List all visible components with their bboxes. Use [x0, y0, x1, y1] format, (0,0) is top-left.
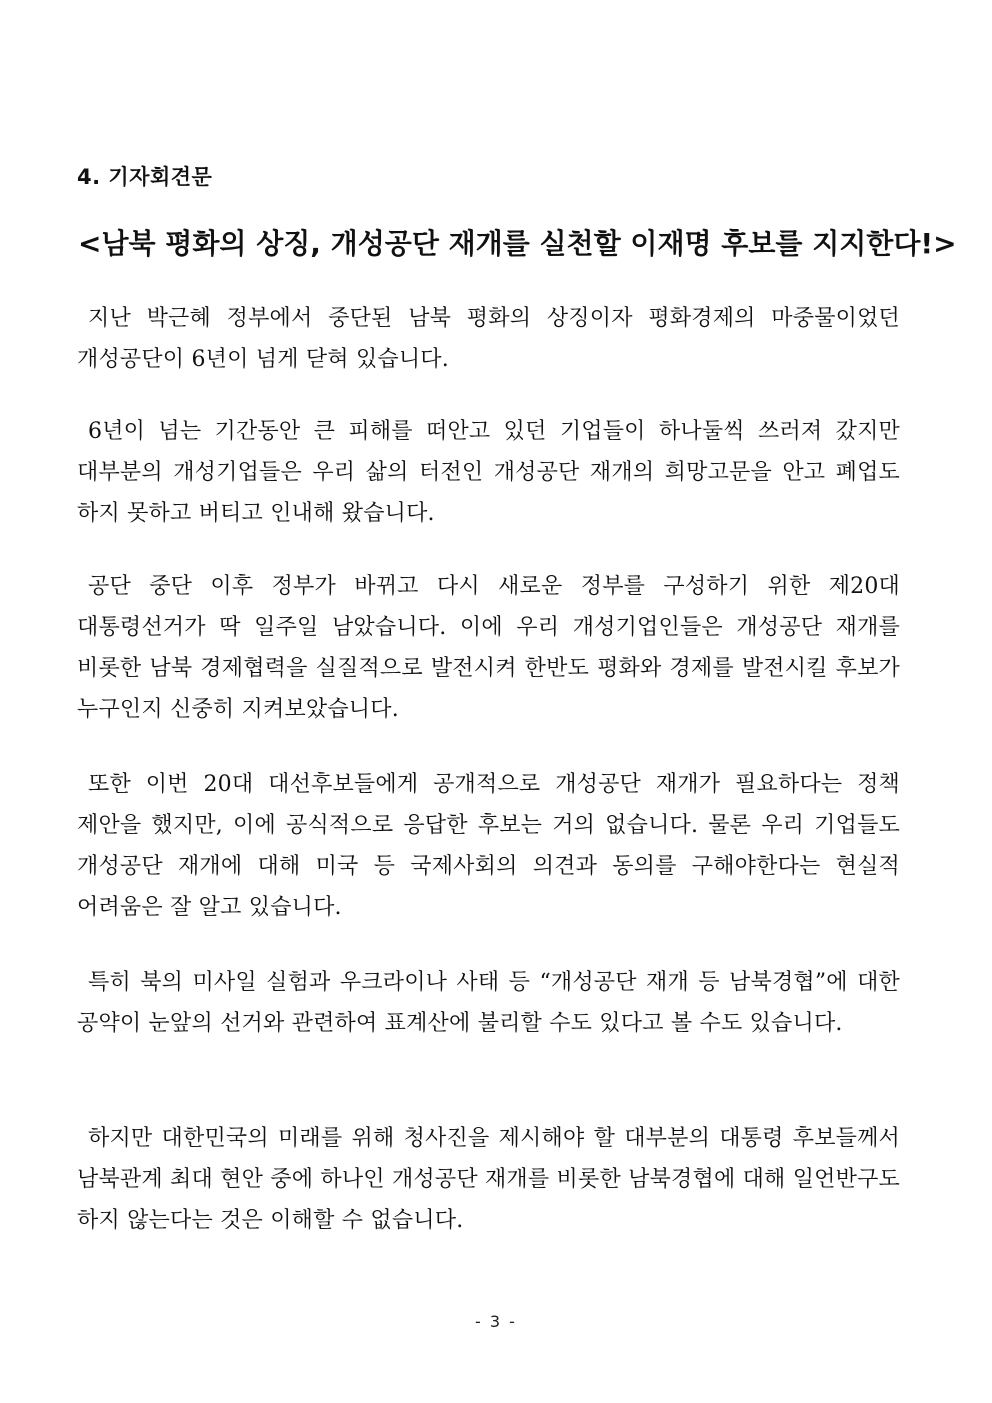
- body-paragraph: 하지만 대한민국의 미래를 위해 청사진을 제시해야 할 대부분의 대통령 후보들께서 남북관계 최대 현안 중에 하나인 개성공단 재개를 비롯한 남북경협에 대해 일언반구도 하지 않는다는 것은 이해할 수 없습니다.: [77, 1126, 900, 1233]
- body-paragraph: 공단 중단 이후 정부가 바뀌고 다시 새로운 정부를 구성하기 위한 제20대 대통령선거가 딱 일주일 남았습니다. 이에 우리 개성기업인들은 개성공단 재개를 비롯한 남북 경제협력을 실질적으로 발전시켜 한반도 평화와 경제를 발전시킬 후보가 누구인지 신중히 지켜보았습니다.: [77, 574, 900, 722]
- body-paragraph: 특히 북의 미사일 실험과 우크라이나 사태 등 “개성공단 재개 등 남북경협”에 대한 공약이 눈앞의 선거와 관련하여 표계산에 불리할 수도 있다고 볼 수도 있습니다.: [77, 970, 900, 1036]
- page-number: - 3 -: [475, 1312, 517, 1331]
- body-paragraph: 또한 이번 20대 대선후보들에게 공개적으로 개성공단 재개가 필요하다는 정책 제안을 했지만, 이에 공식적으로 응답한 후보는 거의 없습니다. 물론 우리 기업들도 개성공단 재개에 대해 미국 등 국제사회의 의견과 동의를 구해야한다는 현실적 어려움은 잘 알고 있습니다.: [77, 772, 900, 920]
- body-paragraph: 6년이 넘는 기간동안 큰 피해를 떠안고 있던 기업들이 하나둘씩 쓰러져 갔지만 대부분의 개성기업들은 우리 삶의 터전인 개성공단 재개의 희망고문을 안고 폐업도 하지 못하고 버티고 인내해 왔습니다.: [77, 419, 900, 526]
- document-title: <남북 평화의 상징, 개성공단 재개를 실천할 이재명 후보를 지지한다!>: [78, 227, 957, 260]
- section-heading: 4. 기자회견문: [77, 165, 213, 189]
- body-paragraph: 지난 박근혜 정부에서 중단된 남북 평화의 상징이자 평화경제의 마중물이었던 개성공단이 6년이 넘게 닫혀 있습니다.: [77, 306, 900, 372]
